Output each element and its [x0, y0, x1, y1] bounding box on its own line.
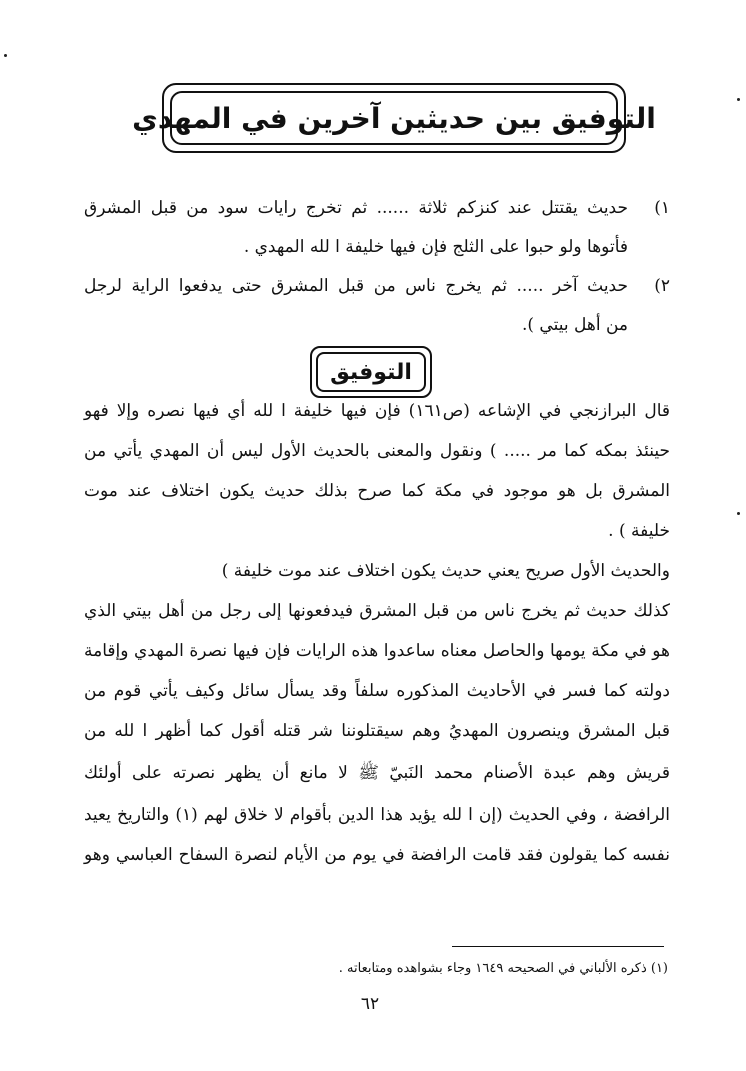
list-number: ١) — [654, 198, 670, 218]
footnote: (١) ذكره الألباني في الصحيحه ١٦٤٩ وجاء بشواهده ومتابعاته . — [338, 961, 668, 976]
list-item-line: حديث يقتتل عند كنزكم ثلاثة ...... ثم تخرج رايات سود من قبل المشرق — [84, 198, 628, 218]
page-number: ٦٢ — [360, 994, 380, 1014]
scan-speck — [737, 512, 740, 515]
scan-speck — [737, 98, 740, 101]
footnote-separator — [452, 946, 664, 947]
subtitle-box — [316, 352, 426, 392]
body-line: الرافضة ، وفي الحديث (إن ا لله يؤيد هذا الدين بأقوام لا خلاق لهم (١) والتاريخ يعيد — [84, 805, 670, 825]
title-box — [132, 91, 656, 145]
body-line: والحديث الأول صريح يعني حديث يكون اختلاف عند موت خليفة ) — [221, 561, 670, 581]
body-line: نفسه كما يقولون فقد قامت الرافضة في يوم من الأيام لنصرة السفاح العباسي وهو — [84, 845, 670, 865]
section-title: التوفيق — [330, 359, 412, 385]
body-line: خليفة ) . — [608, 521, 670, 541]
page-title: التوفيق بين حديثين آخرين في المهدي — [132, 101, 656, 135]
body-line: قبل المشرق وينصرون المهديُ وهم سيقتلوننا شر قتله أقول كما أظهر ا لله من — [84, 721, 670, 741]
subtitle-frame — [310, 346, 432, 398]
list-item-line: فأتوها ولو حبوا على الثلج فإن فيها خليفة ا لله المهدي . — [243, 237, 628, 257]
list-number: ٢) — [654, 276, 670, 296]
body-line: كذلك حديث ثم يخرج ناس من قبل المشرق فيدفعونها إلى رجل من أهل بيتي الذي — [84, 601, 670, 621]
body-line: قال البرازنجي في الإشاعه (ص١٦١) فإن فيها خليفة ا لله أي فيها نصره وإلا فهو — [84, 401, 670, 421]
scan-speck — [4, 54, 7, 57]
title-frame — [132, 83, 656, 153]
body-line: دولته كما فسر في الأحاديث المذكوره سلفاً وقد يسأل سائل وكيف يأتي قوم من — [84, 681, 670, 701]
list-item-line: حديث آخر ..... ثم يخرج ناس من قبل المشرق حتى يدفعوا الراية لرجل — [84, 276, 628, 296]
list-item-line: من أهل بيتي ). — [521, 315, 628, 335]
body-line: قريش وهم عبدة الأصنام محمد النَبيّ ﷺ لا مانع أن يظهر نصرته على أولئك — [84, 763, 670, 783]
body-line: المشرق بل هو موجود في مكة كما صرح بذلك حديث يكون اختلاف عند موت — [84, 481, 670, 501]
body-line: هو في مكة يومها والحاصل معناه ساعدوا هذه الرايات فإن فيها نصرة المهدي وإقامة — [84, 641, 670, 661]
body-line: حينئذ بمكه كما مر ..... ) ونقول والمعنى بالحديث الأول ليس أن المهدي يأتي من — [84, 441, 670, 461]
